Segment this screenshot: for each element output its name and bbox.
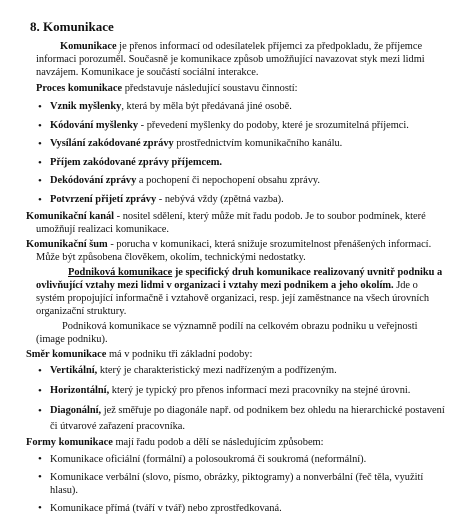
channel-paragraph [26,210,456,236]
forms-list [36,453,452,515]
process-step-term: Vysílání zakódované zprávy [50,138,174,149]
process-step [36,172,456,191]
direction-item-text: jež směřuje po diagonále např. od podnikem bez ohledu na hierarchické postavení či útvarové zařazení pracovníka. [50,405,445,432]
business-communication-paragraph [36,266,448,318]
direction-item-term: Vertikální, [50,365,98,376]
forms-item: • Komunikace verbální (slovo, písmo, obrázky, piktogramy) a nonverbální (řeč těla, využití hlasu). [36,471,452,497]
business-communication-term: Podniková komunikace [68,267,173,278]
process-step [36,135,456,154]
process-intro [36,82,446,95]
process-step-text: - převedení myšlenky do podoby, které je srozumitelná příjemci. [138,119,409,131]
intro-text: je přenos informací od odesílatelek příjemci za předpokladu, že příjemce informaci porozumě́l. Současně je komunikace způsob umožňující navazovat styk mezi lidmi navzájem. Komunikace je součástí sociální interakce. [36,41,425,78]
process-step-text: prostřednictvím komunikačního kanálu. [173,138,343,149]
intro-paragraph [36,40,446,79]
process-step-term: Vznik myšlenky [50,101,122,112]
section-heading: 8. Komunikace [30,19,114,34]
process-steps-list [36,98,456,209]
direction-item-term: Diagonální, [50,405,102,416]
business-communication-text: Jde o systém propojující informačně i vztahově organizaci, resp. její zaměstnance na všech úrovních organizační struktury. [36,280,430,317]
process-step-text: a pochopení či nepochopení obsahu zprávy. [136,175,321,186]
forms-term: Formy komunikace [26,437,113,448]
direction-item [36,363,452,379]
process-step [36,98,456,117]
noise-text: - porucha v komunikaci, která snižuje srozumitelnost přenášených informací. Může být způsobena člověkem, okolím, technickými nedostatky. [36,239,432,263]
forms-item: • Komunikace oficiální (formální) a polosoukromá či soukromá (neformální). [36,453,452,466]
process-step [36,191,456,210]
direction-item-text: který je typický pro přenos informací mezi pracovníky na stejné úrovni. [109,385,411,396]
direction-item-text: který je charakteristický mezi nadřízeným a podřízeným. [97,365,337,376]
direction-intro [26,348,446,361]
forms-intro [26,436,446,449]
process-step-term: Dekódování zprávy [50,175,137,186]
direction-list [36,363,452,435]
business-communication-definition: je specifický druh komunikace realizovaný uvnitř podniku a ovlivňující vztahy mezi lidmi v organizaci i vztahy mezi podnikem a jeho okolím. [36,267,443,291]
image-text: Podniková komunikace se významně podílí na celkovém obrazu podniku u veřejnosti (image podniku). [36,321,418,345]
direction-item-term: Horizontální, [50,385,110,396]
process-step-term: Potvrzení přijetí zprávy [50,193,157,205]
process-step-term: Příjem zakódované zprávy příjemcem. [50,156,222,168]
direction-text: má v podniku tři základní podoby: [106,349,253,360]
process-step [36,154,456,173]
process-step-text: , která by měla být předávaná jiné osobě. [121,101,292,112]
direction-term: Směr komunikace [26,349,107,360]
process-step-text: - nebývá vždy (zpětná vazba). [156,193,284,205]
intro-term: Komunikace [60,41,117,52]
process-text: představuje následující soustavu činností: [122,83,298,94]
channel-term: Komunikační kanál [26,211,115,222]
direction-item [36,383,452,399]
direction-item [36,403,452,435]
forms-text: mají řadu podob a dělí se následujícím způsobem: [112,437,324,448]
process-step [36,117,456,136]
forms-item: • Komunikace přímá (tváří v tvář) nebo zprostředkovaná. [36,502,452,515]
channel-text: - nositel sdělení, který může mít řadu podob. Je to soubor podmínek, které umožňují realizaci komunikace. [36,211,426,235]
noise-paragraph [26,238,456,264]
image-paragraph [36,320,448,346]
process-step-term: Kódování myšlenky [50,119,139,131]
noise-term: Komunikační šum [26,239,108,250]
process-term: Proces komunikace [36,83,123,94]
